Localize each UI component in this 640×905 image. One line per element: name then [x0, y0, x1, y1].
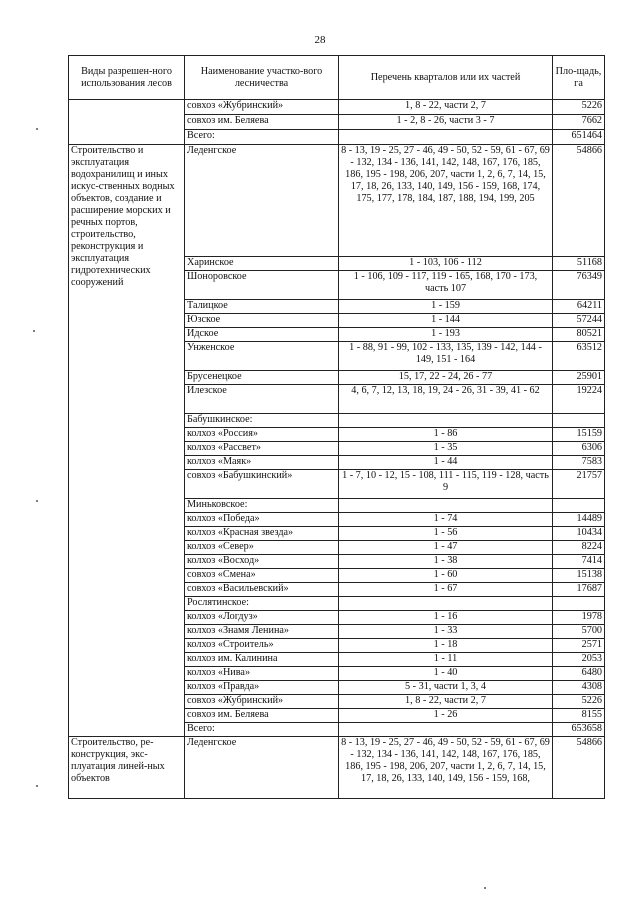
quarters-cell: 1 - 7, 10 - 12, 15 - 108, 111 - 115, 119 - 128, часть 9 [339, 470, 553, 499]
forestry-name-cell: колхоз «Восход» [185, 555, 339, 569]
forestry-name-cell: колхоз «Рассвет» [185, 442, 339, 456]
forestry-name-cell: колхоз «Россия» [185, 428, 339, 442]
quarters-cell: 8 - 13, 19 - 25, 27 - 46, 49 - 50, 52 - 59, 61 - 67, 69 - 132, 134 - 136, 141, 142, 148, 167, 176, 185, 186, 195 - 198, 206, 207, части 1, 2, 6, 7, 14, 15, 17, 18, 26, 133, 140, 149, 156 - 159, 168, [339, 737, 553, 799]
forestry-name-cell: колхоз им. Калинина [185, 653, 339, 667]
area-cell [553, 597, 605, 611]
forest-use-table [68, 55, 605, 799]
quarters-cell: 1 - 103, 106 - 112 [339, 257, 553, 271]
table-header-row [69, 56, 605, 100]
area-cell: 10434 [553, 527, 605, 541]
forestry-name-cell: колхоз «Маяк» [185, 456, 339, 470]
quarters-cell [339, 597, 553, 611]
use-type-cell [69, 100, 185, 145]
area-cell: 1978 [553, 611, 605, 625]
forestry-name-cell: Всего: [185, 130, 339, 145]
area-cell: 21757 [553, 470, 605, 499]
quarters-cell: 1 - 2, 8 - 26, части 3 - 7 [339, 115, 553, 130]
forestry-name-cell: колхоз «Север» [185, 541, 339, 555]
area-cell: 2053 [553, 653, 605, 667]
table-row [69, 737, 605, 799]
forestry-name-cell: совхоз им. Беляева [185, 115, 339, 130]
quarters-cell: 1 - 56 [339, 527, 553, 541]
area-cell: 15138 [553, 569, 605, 583]
scan-speck [36, 785, 38, 787]
area-cell: 5226 [553, 695, 605, 709]
forestry-name-cell: колхоз «Правда» [185, 681, 339, 695]
quarters-cell [339, 723, 553, 737]
forestry-name-cell: колхоз «Логдуз» [185, 611, 339, 625]
area-cell: 651464 [553, 130, 605, 145]
area-cell: 653658 [553, 723, 605, 737]
forestry-name-cell: совхоз «Смена» [185, 569, 339, 583]
quarters-cell [339, 414, 553, 428]
area-cell: 19224 [553, 385, 605, 414]
forestry-name-cell: Талицкое [185, 300, 339, 314]
forestry-name-cell: колхоз «Строитель» [185, 639, 339, 653]
quarters-cell: 5 - 31, части 1, 3, 4 [339, 681, 553, 695]
area-cell: 2571 [553, 639, 605, 653]
area-cell: 57244 [553, 314, 605, 328]
table-row [69, 100, 605, 115]
scan-speck [484, 887, 486, 889]
area-cell: 76349 [553, 271, 605, 300]
quarters-cell: 1 - 35 [339, 442, 553, 456]
forestry-name-cell: совхоз им. Беляева [185, 709, 339, 723]
area-cell: 15159 [553, 428, 605, 442]
area-cell: 51168 [553, 257, 605, 271]
forestry-name-cell: Унженское [185, 342, 339, 371]
forestry-name-cell: Харинское [185, 257, 339, 271]
quarters-cell: 1 - 33 [339, 625, 553, 639]
area-cell [553, 499, 605, 513]
quarters-cell: 1 - 74 [339, 513, 553, 527]
quarters-cell: 1 - 159 [339, 300, 553, 314]
forestry-name-cell: Бабушкинское: [185, 414, 339, 428]
forestry-name-cell: колхоз «Красная звезда» [185, 527, 339, 541]
forestry-name-cell: совхоз «Жубринский» [185, 695, 339, 709]
forestry-name-cell: Шоноровское [185, 271, 339, 300]
quarters-cell: 1 - 26 [339, 709, 553, 723]
forestry-name-cell: Леденгское [185, 145, 339, 257]
area-cell: 8155 [553, 709, 605, 723]
quarters-cell: 1 - 40 [339, 667, 553, 681]
quarters-cell: 1 - 16 [339, 611, 553, 625]
area-cell: 25901 [553, 371, 605, 385]
forestry-name-cell: Юзское [185, 314, 339, 328]
forestry-name-cell: Миньковское: [185, 499, 339, 513]
quarters-cell: 8 - 13, 19 - 25, 27 - 46, 49 - 50, 52 - 59, 61 - 67, 69 - 132, 134 - 136, 141, 142, 148, 167, 176, 185, 186, 195 - 198, 206, 207, части 1, 2, 6, 7, 14, 15, 17, 18, 26, 133, 140, 149, 156 - 159, 168, 174, 175, 177, 178, 184, 187, 188, 194, 199, 205 [339, 145, 553, 257]
forestry-name-cell: Илезское [185, 385, 339, 414]
area-cell: 8224 [553, 541, 605, 555]
forestry-name-cell: Всего: [185, 723, 339, 737]
quarters-cell: 1 - 106, 109 - 117, 119 - 165, 168, 170 - 173, часть 107 [339, 271, 553, 300]
quarters-cell: 1, 8 - 22, части 2, 7 [339, 100, 553, 115]
area-cell: 17687 [553, 583, 605, 597]
quarters-cell: 1 - 86 [339, 428, 553, 442]
quarters-cell: 1 - 38 [339, 555, 553, 569]
use-type-cell: Строительство, ре-конструкция, экс-плуатация линей-ных объектов [69, 737, 185, 799]
forestry-name-cell: Брусенецкое [185, 371, 339, 385]
area-cell: 54866 [553, 737, 605, 799]
area-cell: 64211 [553, 300, 605, 314]
area-cell: 7662 [553, 115, 605, 130]
quarters-cell: 1 - 88, 91 - 99, 102 - 133, 135, 139 - 142, 144 - 149, 151 - 164 [339, 342, 553, 371]
area-cell: 7414 [553, 555, 605, 569]
quarters-cell: 1, 8 - 22, части 2, 7 [339, 695, 553, 709]
area-cell: 5700 [553, 625, 605, 639]
area-cell: 14489 [553, 513, 605, 527]
area-cell: 5226 [553, 100, 605, 115]
forestry-name-cell: колхоз «Победа» [185, 513, 339, 527]
quarters-cell: 1 - 47 [339, 541, 553, 555]
quarters-cell: 1 - 18 [339, 639, 553, 653]
quarters-cell: 15, 17, 22 - 24, 26 - 77 [339, 371, 553, 385]
quarters-cell: 1 - 11 [339, 653, 553, 667]
area-cell: 63512 [553, 342, 605, 371]
area-cell: 54866 [553, 145, 605, 257]
header-quarters-list: Перечень кварталов или их частей [339, 56, 553, 100]
quarters-cell: 1 - 60 [339, 569, 553, 583]
table-body [69, 100, 605, 799]
header-area: Пло-щадь, га [553, 56, 605, 100]
area-cell [553, 414, 605, 428]
area-cell: 4308 [553, 681, 605, 695]
quarters-cell: 1 - 193 [339, 328, 553, 342]
forestry-name-cell: колхоз «Нива» [185, 667, 339, 681]
page-number: 28 [314, 34, 326, 46]
forestry-name-cell: Идское [185, 328, 339, 342]
quarters-cell: 1 - 44 [339, 456, 553, 470]
area-cell: 80521 [553, 328, 605, 342]
scan-speck [33, 330, 35, 332]
forestry-name-cell: колхоз «Знамя Ленина» [185, 625, 339, 639]
scan-speck [36, 128, 38, 130]
forestry-name-cell: Рослятинское: [185, 597, 339, 611]
quarters-cell: 1 - 67 [339, 583, 553, 597]
forestry-name-cell: совхоз «Бабушкинский» [185, 470, 339, 499]
forestry-name-cell: Леденгское [185, 737, 339, 799]
forestry-name-cell: совхоз «Жубринский» [185, 100, 339, 115]
quarters-cell: 1 - 144 [339, 314, 553, 328]
quarters-cell [339, 499, 553, 513]
use-type-cell: Строительство и эксплуатация водохранилищ и иных искус-ственных водных объектов, создание и расширение морских и речных портов, строительство, реконструкция и эксплуатация гидротехнических сооружений [69, 145, 185, 737]
area-cell: 7583 [553, 456, 605, 470]
area-cell: 6306 [553, 442, 605, 456]
header-use-type: Виды разрешен-ного использования лесов [69, 56, 185, 100]
header-forestry-name: Наименование участко-вого лесничества [185, 56, 339, 100]
quarters-cell [339, 130, 553, 145]
area-cell: 6480 [553, 667, 605, 681]
scan-speck [36, 500, 38, 502]
table-row [69, 145, 605, 257]
forestry-name-cell: совхоз «Васильевский» [185, 583, 339, 597]
quarters-cell: 4, 6, 7, 12, 13, 18, 19, 24 - 26, 31 - 39, 41 - 62 [339, 385, 553, 414]
